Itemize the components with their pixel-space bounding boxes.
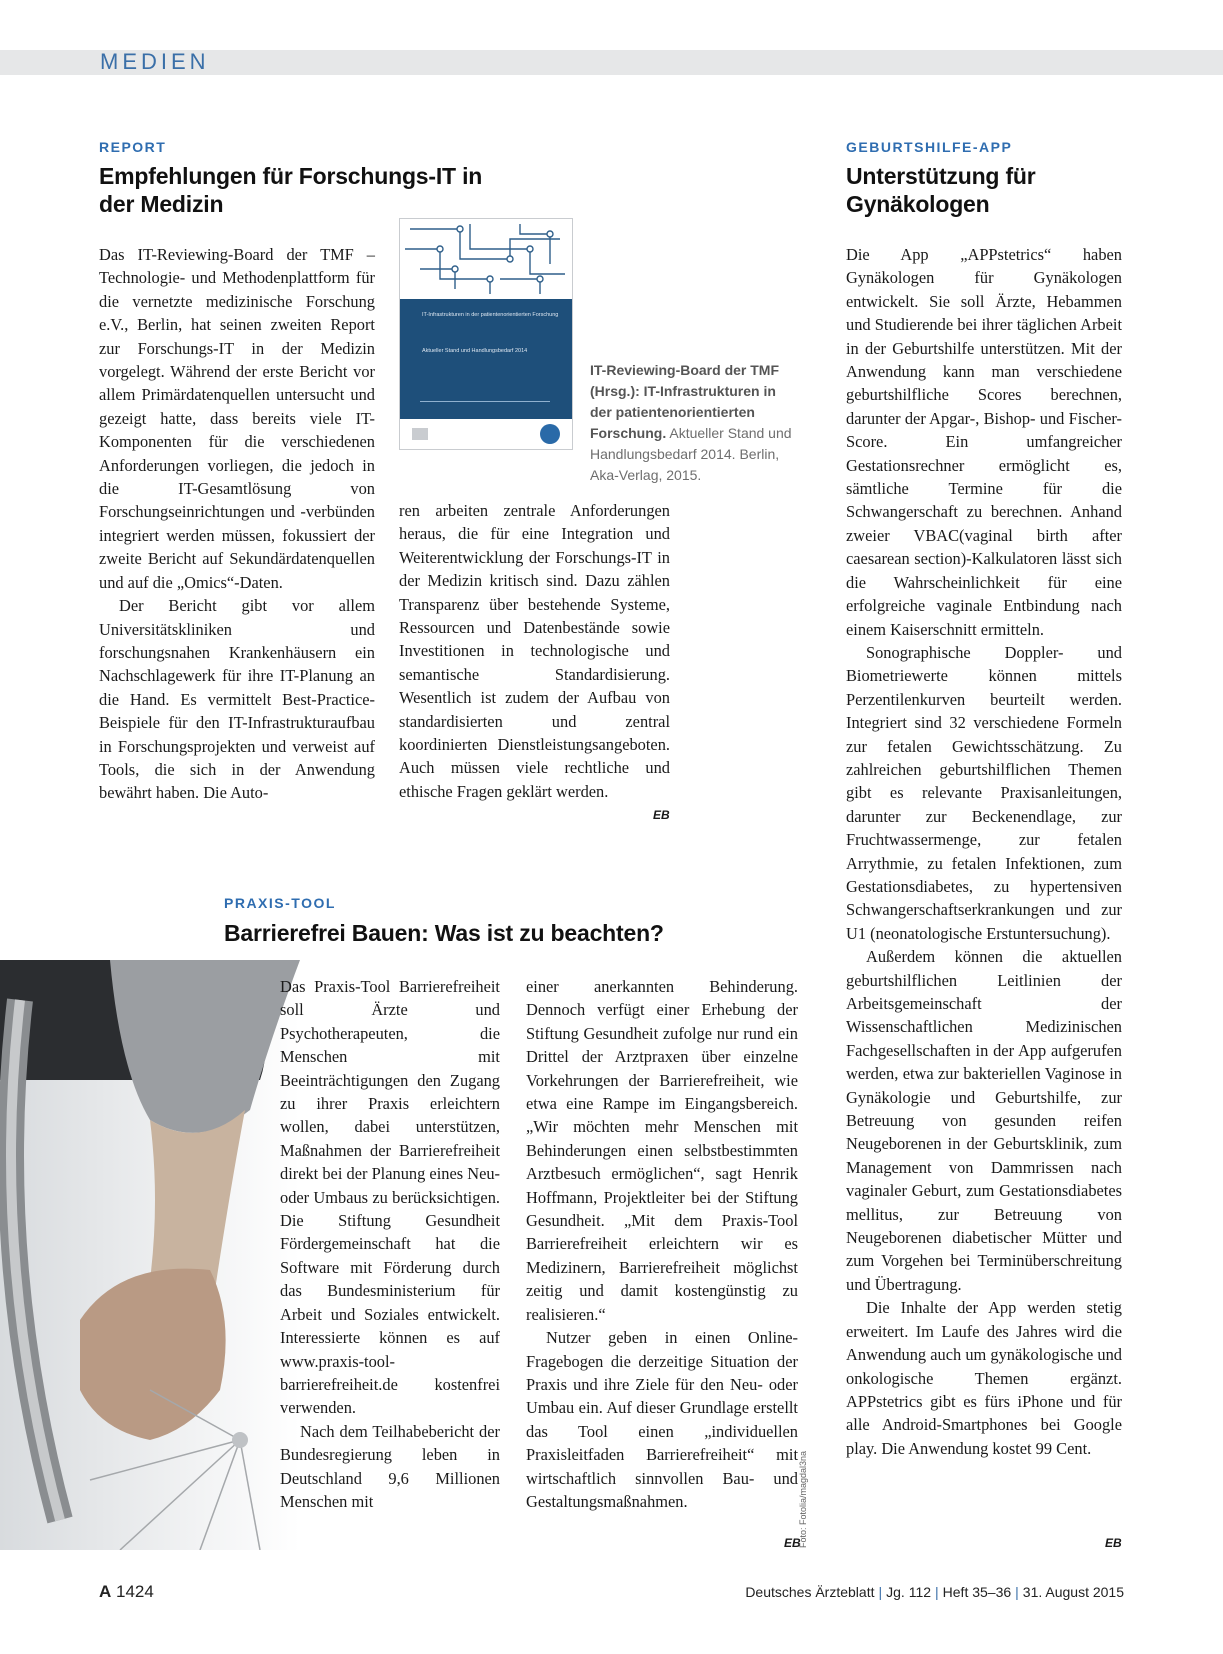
circuit-pattern-graphic: [400, 219, 572, 299]
app-paragraph-4: Die Inhalte der App werden stetig erweitert. Im Laufe des Jahres wird die Anwendung auch um gynäkologische und onkologische Themen ergänzt. APPstetrics gibt es fürs iPhone und für alle Android-Smartphones bei Google play. Die Anwendung kostet 99 Cent.: [846, 1298, 1122, 1458]
page-number: [99, 1582, 154, 1602]
praxis-paragraph-3: einer anerkannten Behinderung. Dennoch verfügt einer Erhebung der Stiftung Gesundheit zufolge nur rund ein Drittel der Arztpraxen über einzelne Vorkehrungen der Barrierefreiheit, wie etwa eine Rampe im Eingangsbereich. „Wir möchten mehr Menschen mit Behinderungen einen selbstbestimmten Arztbesuch ermöglichen“, sagt Henrik Hoffmann, Projektleiter bei der Stiftung Gesundheit. „Mit dem Praxis-Tool Barrierefreiheit erleichtern wir es Medizinern, Barrierefreiheit möglichst zeitig und damit kostengünstig zu realisieren.“: [526, 977, 798, 1324]
report-headline: Empfehlungen für Forschungs-IT in der Medizin: [99, 163, 483, 217]
journal-issue: Heft 35–36: [942, 1584, 1012, 1600]
book-divider: [420, 401, 550, 402]
praxis-column-2: [526, 975, 798, 1513]
report-paragraph-1: Das IT-Reviewing-Board der TMF – Technologie- und Methodenplattform für die vernetzte medizinische Forschung e.V., Berlin, hat seinen zweiten Report zur Forschungs-IT in der Medizin vorgelegt. Während der erste Bericht vor allem Primärdatenquellen untersucht und gezeigt hatte, dass bereits viele IT-Komponenten für die verschiedenen Anforderungen vorliegen, die jedoch in die IT-Gesamtlösung von Forschungseinrichtungen und -verbünden integriert werden müssen, fokussiert der zweite Bericht auf Sekundärdatenquellen und auf die „Omics“-Daten.: [99, 245, 375, 592]
book-subtitle: Aktueller Stand und Handlungsbedarf 2014: [422, 348, 528, 354]
app-signature: EB: [1105, 1536, 1122, 1550]
report-paragraph-3: ren arbeiten zentrale Anforderungen heraus, die für eine Integration und Weiterentwicklung der Forschungs-IT in der Medizin kritisch sind. Dazu zählen Transparenz über bestehende Systeme, Ressourcen und Datenbestände sowie Investitionen in technologische und semantische Standardisierung. Wesentlich ist zudem der Aufbau von standardisierten und zentral koordinierten Dienstleistungsangeboten. Auch müssen viele rechtliche und ethische Fragen geklärt werden.: [399, 501, 670, 801]
praxis-kicker: PRAXIS-TOOL: [224, 895, 336, 911]
report-column-1: [99, 243, 375, 805]
report-signature: EB: [653, 808, 670, 822]
report-paragraph-2: Der Bericht gibt vor allem Universitätskliniken und forschungsnahen Krankenhäusern ein Nachschlagewerk für ihre IT-Planung an die Hand. Es vermittelt Best-Practice-Beispiele für den IT-Infrastrukturaufbau in Forschungsprojekten und verweist auf Tools, die sich in der Anwendung bewährt haben. Die Auto-: [99, 596, 375, 803]
page-prefix: A: [99, 1582, 112, 1601]
journal-info: [745, 1584, 1124, 1600]
section-label: MEDIEN: [100, 49, 210, 74]
book-caption-details: Aktueller Stand und Handlungsbedarf 2014. Berlin, Aka-Verlag, 2015.: [590, 425, 792, 483]
journal-name: Deutsches Ärzteblatt: [745, 1584, 875, 1600]
journal-date: 31. August 2015: [1022, 1584, 1124, 1600]
app-headline: Unterstützung für Gynäkologen: [846, 163, 1036, 217]
publisher-logo: [412, 428, 428, 440]
report-column-2: [399, 499, 670, 803]
app-paragraph-2: Sonographische Doppler- und Biometriewerte können mittels Perzentilenkurven beurteilt werden. Integriert sind 32 verschiedene Formeln zur fetalen Gewichtsschätzung. Zu zahlreichen geburtshilflichen Themen gibt es relevante Praxisanleitungen, darunter zur Beckenendlage, zur Fruchtwassermenge, zur fetalen Arrythmie, zu fetalen Infektionen, zum Gestationsdiabetes, zu hypertensiven Schwangerschaftserkrankungen und zur U1 (neonatologische Erstuntersuchung).: [846, 642, 1122, 943]
book-title: IT-Infrastrukturen in der patientenorientierten Forschung: [422, 312, 559, 318]
app-paragraph-1: Die App „APPstetrics“ haben Gynäkologen für Gynäkologen entwickelt. Sie soll Ärzte, Hebammen und Studierende bei ihrer täglichen Arbeit in der Geburtshilfe unterstützen. Mit der Anwendung kann man verschiedene geburtshilfliche Scores berechnen, darunter der Apgar-, Bishop- und Fischer-Score. Ein umfangreicher Gestationsrechner ermöglicht es, sämtliche Termine für die Schwangerschaft zu berechnen. Anhand zweier VBAC(vaginal birth after caesarean section)-Kalkulatoren lässt sich die Wahrscheinlichkeit für eine erfolgreiche vaginale Entbindung nach einem Kaiserschnitt ermitteln.: [846, 245, 1122, 639]
praxis-column-1: [280, 975, 500, 1513]
report-kicker: REPORT: [99, 139, 167, 155]
footer-separator: |: [878, 1584, 883, 1600]
praxis-paragraph-4: Nutzer geben in einen Online-Fragebogen die derzeitige Situation der Praxis und ihre Ziele für den Neu- oder Umbau ein. Auf dieser Grundlage erstellt das Tool einen „individuellen Praxisleitfaden Barrierefreiheit“ mit wirtschaftlich sinnvollen Bau- und Gestaltungsmaßnahmen.: [526, 1328, 798, 1511]
praxis-paragraph-2: Nach dem Teilhabebericht der Bundesregierung leben in Deutschland 9,6 Millionen Menschen mit: [280, 1421, 500, 1511]
praxis-paragraph-1: Das Praxis-Tool Barrierefreiheit soll Ärzte und Psychotherapeuten, die Menschen mit Beeinträchtigungen den Zugang zu ihrer Praxis erleichtern wollen, dabei unterstützen, Maßnahmen der Barrierefreiheit direkt bei der Planung eines Neu- oder Umbaus zu berücksichtigen. Die Stiftung Gesundheit Fördergemeinschaft hat die Software mit Förderung durch das Bundesministerium für Arbeit und Soziales entwickelt. Interessierte können es auf www.praxis-tool-barrierefreiheit.de kostenfrei verwenden.: [280, 977, 500, 1418]
praxis-headline: Barrierefrei Bauen: Was ist zu beachten?: [224, 920, 664, 946]
app-paragraph-3: Außerdem können die aktuellen geburtshilflichen Leitlinien der Arbeitsgemeinschaft der Wissenschaftlichen Medizinischen Fachgesellschaften in der App aufgerufen werden, etwa zur bakteriellen Vaginose in Gynäkologie und Geburtshilfe, zur Betreuung von gesunden reifen Neugeborenen in der Geburtsklinik, zum Management von Dammrissen nach vaginaler Geburt, zum Gestationsdiabetes mellitus, zur Betreuung von Neugeborenen diabetischer Mütter und zum Vorgehen bei Terminüberschreitung und Übertragung.: [846, 947, 1122, 1294]
praxis-signature: EB: [784, 1536, 801, 1550]
footer-separator: |: [1015, 1584, 1019, 1600]
photo-credit: Foto: Fotolia/magdal3na: [798, 1450, 808, 1548]
book-caption-title: IT-Reviewing-Board der TMF (Hrsg.): IT-Infrastrukturen in der patientenorientierten Forschung.: [590, 362, 780, 441]
journal-volume: Jg. 112: [886, 1584, 932, 1600]
wheelchair-photo: [0, 960, 300, 1550]
tmf-logo: [540, 424, 560, 444]
app-kicker: GEBURTSHILFE-APP: [846, 139, 1013, 155]
page-number-value: 1424: [116, 1582, 154, 1601]
footer-separator: |: [935, 1584, 939, 1600]
book-cover-image: [399, 218, 573, 450]
app-column: [846, 243, 1122, 1460]
book-caption: [590, 360, 800, 486]
